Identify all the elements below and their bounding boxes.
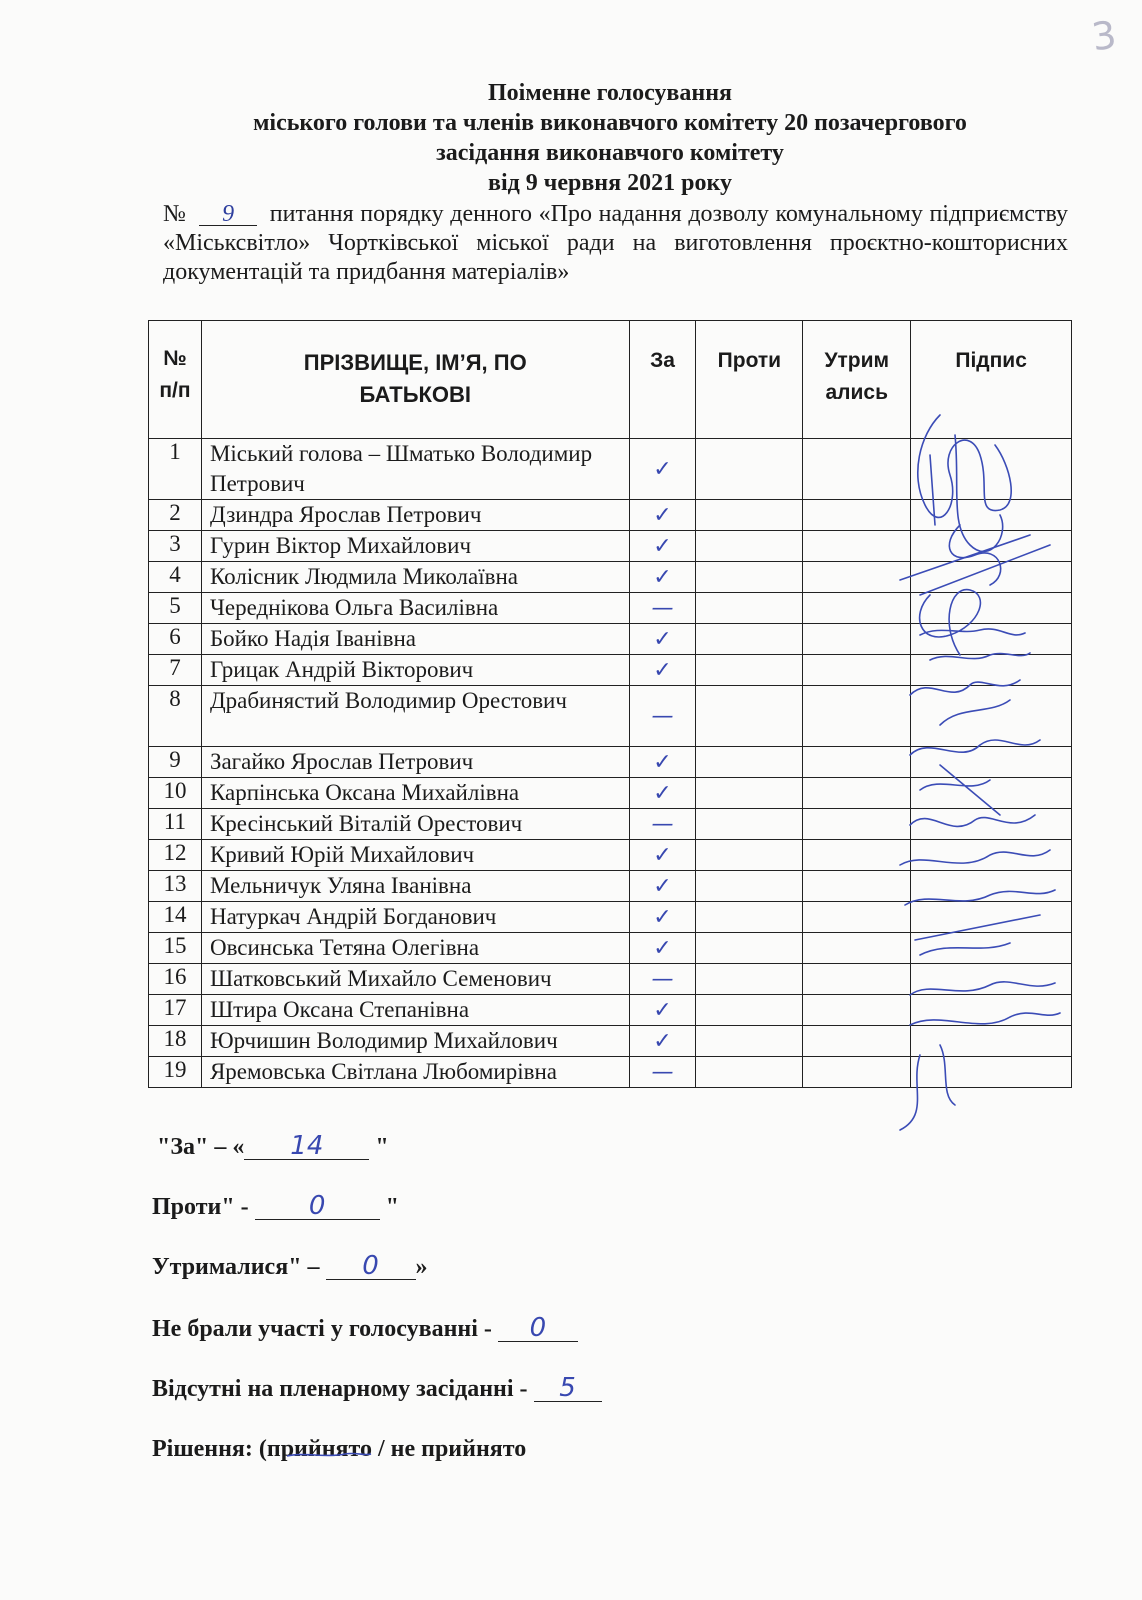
- vote-za-mark: ✓: [629, 439, 696, 500]
- table-row: [149, 933, 1072, 964]
- row-number: 11: [149, 809, 202, 840]
- agenda-subject: [163, 200, 1068, 287]
- signature-cell: [911, 809, 1072, 840]
- member-name: Мельничук Уляна Іванівна: [201, 871, 629, 902]
- row-number: 14: [149, 902, 202, 933]
- summary-ne-braly: Не брали участі у голосуванні - 0: [152, 1314, 578, 1344]
- vote-za-mark: ✓: [629, 840, 696, 871]
- vote-za-mark: ✓: [629, 902, 696, 933]
- vote-utrym-cell: [803, 840, 911, 871]
- table-row: [149, 593, 1072, 624]
- vote-utrym-cell: [803, 747, 911, 778]
- row-number: 10: [149, 778, 202, 809]
- signature-cell: [911, 686, 1072, 747]
- vote-za-mark: ✓: [629, 500, 696, 531]
- vote-proty-cell: [696, 439, 803, 500]
- document-title: [150, 78, 1070, 198]
- vote-za-mark: ✓: [629, 655, 696, 686]
- vote-za-mark: ✓: [629, 871, 696, 902]
- vote-proty-cell: [696, 964, 803, 995]
- member-name: Яремовська Світлана Любомирівна: [201, 1057, 629, 1088]
- table-row: [149, 840, 1072, 871]
- vote-proty-cell: [696, 562, 803, 593]
- vote-proty-cell: [696, 902, 803, 933]
- row-number: 8: [149, 686, 202, 747]
- vote-utrym-cell: [803, 655, 911, 686]
- member-name: Овсинська Тетяна Олегівна: [201, 933, 629, 964]
- vote-za-mark: ✓: [629, 778, 696, 809]
- row-number: 13: [149, 871, 202, 902]
- member-name: Колісник Людмила Миколаївна: [201, 562, 629, 593]
- signature-cell: [911, 593, 1072, 624]
- vote-utrym-cell: [803, 871, 911, 902]
- summary-utrym: Утрималися" – 0 »: [152, 1251, 428, 1281]
- vote-za-mark: ✓: [629, 562, 696, 593]
- table-header-row: [149, 321, 1072, 439]
- table-row: [149, 778, 1072, 809]
- member-name: Драбинястий Володимир Орестович: [201, 686, 629, 747]
- vote-proty-cell: [696, 531, 803, 562]
- member-name: Грицак Андрій Вікторович: [201, 655, 629, 686]
- row-number: 12: [149, 840, 202, 871]
- signature-cell: [911, 964, 1072, 995]
- signature-cell: [911, 995, 1072, 1026]
- za-count: 14: [244, 1133, 369, 1160]
- vote-za-mark: ✓: [629, 933, 696, 964]
- table-row: [149, 902, 1072, 933]
- vote-utrym-cell: [803, 562, 911, 593]
- vote-proty-cell: [696, 500, 803, 531]
- table-row: [149, 686, 1072, 747]
- title-date: від 9 червня 2021 року: [488, 170, 732, 196]
- vote-za-mark: ✓: [629, 531, 696, 562]
- vote-proty-cell: [696, 1026, 803, 1057]
- number-prefix: №: [163, 201, 187, 227]
- header-utrym: Утрим ались: [803, 321, 911, 439]
- member-name: Кривий Юрій Михайлович: [201, 840, 629, 871]
- vote-za-mark: ✓: [629, 747, 696, 778]
- table-row: [149, 531, 1072, 562]
- member-name: Кресінський Віталій Орестович: [201, 809, 629, 840]
- title-line-3: засідання виконавчого комітету: [436, 140, 784, 166]
- member-name: Натуркач Андрій Богданович: [201, 902, 629, 933]
- subject-text: питання порядку денного «Про надання дозволу комунальному підприємству «Міськсвітло» Чортківської міської ради на виготовлення проєктно-кошторисних документацій та придбання матеріалів»: [163, 201, 1069, 285]
- vidsutni-count: 5: [534, 1375, 602, 1402]
- page-number-mark: 3: [1088, 12, 1119, 60]
- header-pidpys: Підпис: [911, 321, 1072, 439]
- summary-za: "За" – « 14 ": [157, 1131, 389, 1161]
- table-row: [149, 1026, 1072, 1057]
- member-name: Загайко Ярослав Петрович: [201, 747, 629, 778]
- table-row: [149, 964, 1072, 995]
- signature-cell: [911, 1026, 1072, 1057]
- member-name: Міський голова – Шматько Володимир Петрович: [201, 439, 629, 500]
- signature-cell: [911, 531, 1072, 562]
- header-name: ПРІЗВИЩЕ, ІМ’Я, ПО БАТЬКОВІ: [201, 321, 629, 439]
- vote-utrym-cell: [803, 933, 911, 964]
- table-row: [149, 439, 1072, 500]
- signature-cell: [911, 1057, 1072, 1088]
- member-name: Бойко Надія Іванівна: [201, 624, 629, 655]
- row-number: 19: [149, 1057, 202, 1088]
- vote-proty-cell: [696, 593, 803, 624]
- vote-proty-cell: [696, 655, 803, 686]
- signature-cell: [911, 933, 1072, 964]
- signature-cell: [911, 840, 1072, 871]
- vote-proty-cell: [696, 809, 803, 840]
- member-name: Юрчишин Володимир Михайлович: [201, 1026, 629, 1057]
- row-number: 4: [149, 562, 202, 593]
- vote-utrym-cell: [803, 1057, 911, 1088]
- table-row: [149, 747, 1072, 778]
- item-number-handwritten: 9: [199, 203, 257, 226]
- vote-utrym-cell: [803, 593, 911, 624]
- row-number: 18: [149, 1026, 202, 1057]
- ne-braly-count: 0: [498, 1315, 578, 1342]
- vote-za-mark: —: [629, 686, 696, 747]
- table-row: [149, 1057, 1072, 1088]
- summary-vidsutni: Відсутні на пленарному засіданні - 5: [152, 1374, 602, 1404]
- vote-utrym-cell: [803, 902, 911, 933]
- vote-utrym-cell: [803, 809, 911, 840]
- member-name: Череднікова Ольга Василівна: [201, 593, 629, 624]
- vote-utrym-cell: [803, 624, 911, 655]
- header-za: За: [629, 321, 696, 439]
- utrym-count: 0: [326, 1253, 416, 1280]
- table-row: [149, 995, 1072, 1026]
- decision-underline-handwritten: [285, 1450, 373, 1460]
- row-number: 2: [149, 500, 202, 531]
- vote-proty-cell: [696, 933, 803, 964]
- vote-proty-cell: [696, 1057, 803, 1088]
- member-name: Дзиндра Ярослав Петрович: [201, 500, 629, 531]
- member-name: Карпінська Оксана Михайлівна: [201, 778, 629, 809]
- vote-utrym-cell: [803, 964, 911, 995]
- vote-utrym-cell: [803, 531, 911, 562]
- row-number: 1: [149, 439, 202, 500]
- vote-za-mark: ✓: [629, 995, 696, 1026]
- table-row: [149, 500, 1072, 531]
- row-number: 16: [149, 964, 202, 995]
- table-row: [149, 809, 1072, 840]
- row-number: 3: [149, 531, 202, 562]
- title-line-1: Поіменне голосування: [487, 80, 733, 106]
- vote-proty-cell: [696, 778, 803, 809]
- vote-proty-cell: [696, 747, 803, 778]
- signature-cell: [911, 747, 1072, 778]
- vote-utrym-cell: [803, 1026, 911, 1057]
- vote-za-mark: —: [629, 809, 696, 840]
- member-name: Штира Оксана Степанівна: [201, 995, 629, 1026]
- signature-cell: [911, 778, 1072, 809]
- vote-za-mark: ✓: [629, 624, 696, 655]
- signature-cell: [911, 500, 1072, 531]
- vote-proty-cell: [696, 686, 803, 747]
- vote-utrym-cell: [803, 778, 911, 809]
- proty-count: 0: [255, 1193, 380, 1220]
- row-number: 17: [149, 995, 202, 1026]
- row-number: 5: [149, 593, 202, 624]
- vote-proty-cell: [696, 871, 803, 902]
- table-row: [149, 871, 1072, 902]
- vote-utrym-cell: [803, 439, 911, 500]
- vote-utrym-cell: [803, 500, 911, 531]
- signature-cell: [911, 624, 1072, 655]
- vote-proty-cell: [696, 995, 803, 1026]
- header-num: № п/п: [149, 321, 202, 439]
- table-row: [149, 562, 1072, 593]
- member-name: Шатковський Михайло Семенович: [201, 964, 629, 995]
- summary-proty: Проти" - 0 ": [152, 1191, 399, 1221]
- table-row: [149, 655, 1072, 686]
- row-number: 7: [149, 655, 202, 686]
- vote-za-mark: —: [629, 593, 696, 624]
- vote-proty-cell: [696, 840, 803, 871]
- row-number: 15: [149, 933, 202, 964]
- signature-cell: [911, 871, 1072, 902]
- signature-cell: [911, 655, 1072, 686]
- signature-cell: [911, 562, 1072, 593]
- vote-proty-cell: [696, 624, 803, 655]
- vote-za-mark: —: [629, 964, 696, 995]
- vote-za-mark: —: [629, 1057, 696, 1088]
- row-number: 6: [149, 624, 202, 655]
- vote-utrym-cell: [803, 686, 911, 747]
- summary-rishennia: Рішення: (прийнято / не прийнято: [152, 1436, 527, 1462]
- header-proty: Проти: [696, 321, 803, 439]
- vote-utrym-cell: [803, 995, 911, 1026]
- signature-cell: [911, 902, 1072, 933]
- voting-table: [148, 320, 1072, 1088]
- row-number: 9: [149, 747, 202, 778]
- vote-za-mark: ✓: [629, 1026, 696, 1057]
- table-row: [149, 624, 1072, 655]
- member-name: Гурин Віктор Михайлович: [201, 531, 629, 562]
- signature-cell: [911, 439, 1072, 500]
- title-line-2: міського голови та членів виконавчого комітету 20 позачергового: [253, 110, 967, 136]
